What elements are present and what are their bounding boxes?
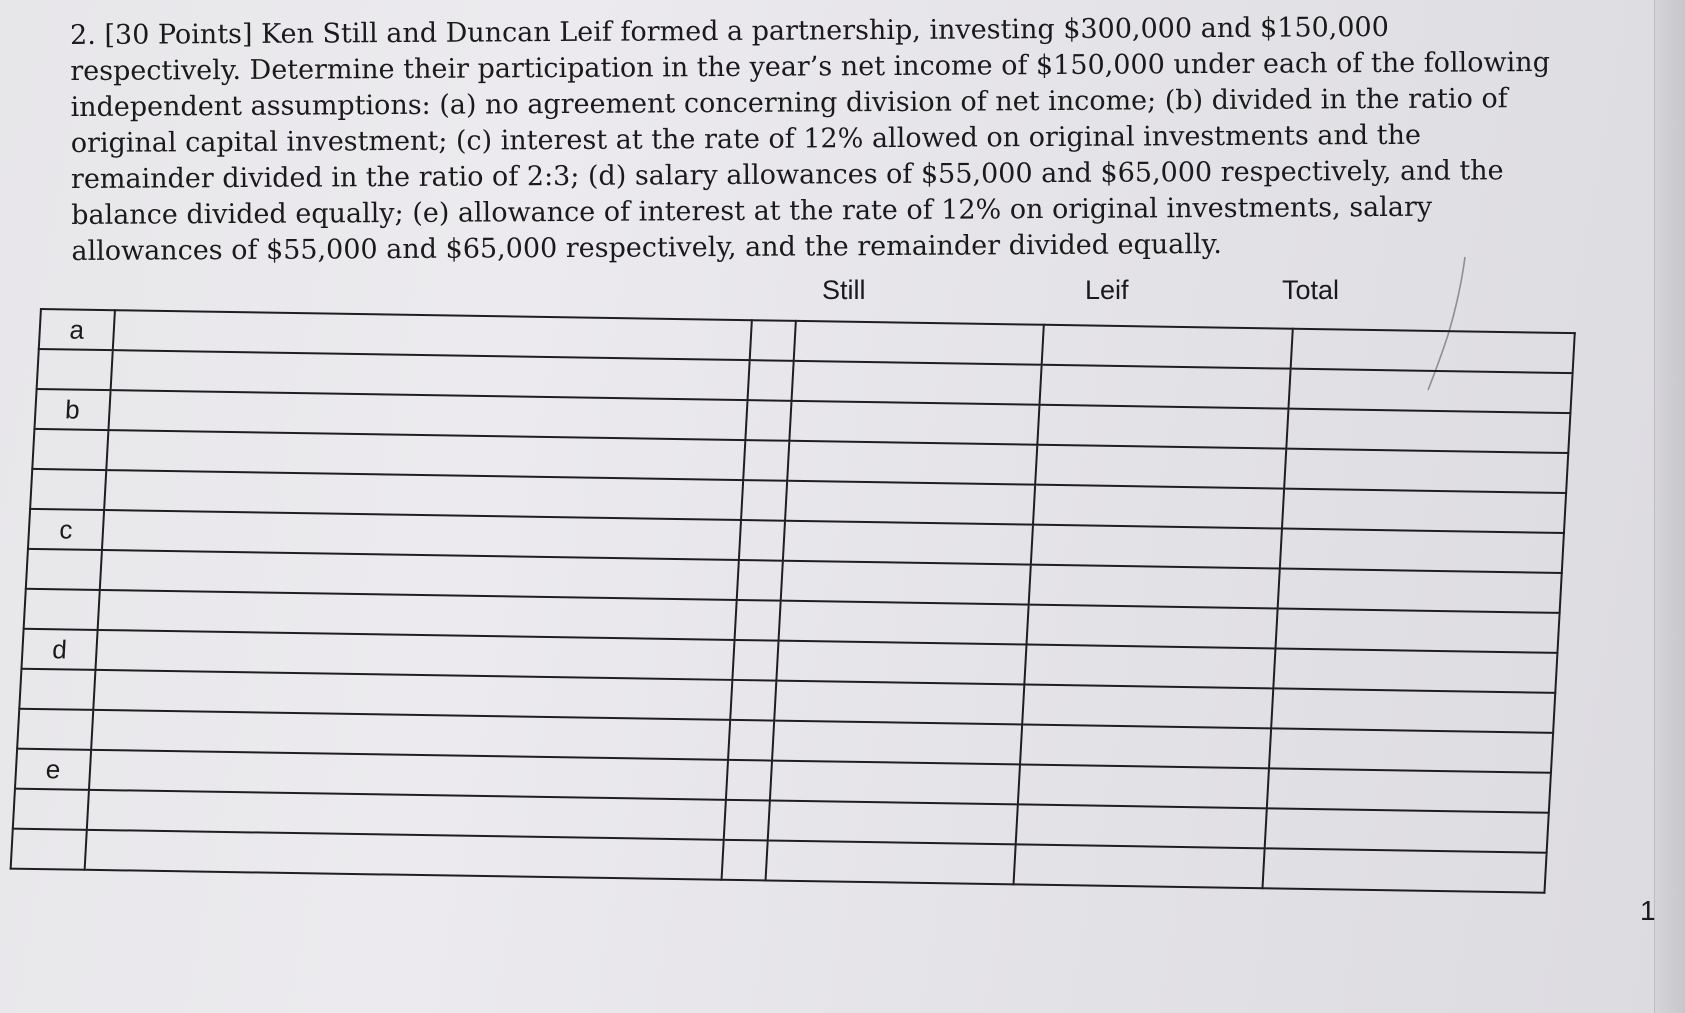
still-amount-cell[interactable]	[770, 761, 1020, 805]
still-amount-cell[interactable]	[779, 601, 1029, 645]
row-label: a	[39, 309, 115, 350]
spacer-cell[interactable]	[739, 520, 785, 561]
row-label	[11, 829, 87, 870]
page-number: 1	[1640, 895, 1656, 926]
spacer-cell[interactable]	[732, 640, 778, 681]
spacer-cell[interactable]	[726, 760, 772, 801]
row-label: b	[34, 389, 110, 430]
leif-amount-cell[interactable]	[1014, 844, 1265, 888]
row-label	[32, 429, 108, 470]
total-amount-cell[interactable]	[1278, 569, 1562, 613]
total-amount-cell[interactable]	[1271, 688, 1555, 732]
still-amount-cell[interactable]	[787, 441, 1037, 485]
leif-amount-cell[interactable]	[1022, 685, 1273, 729]
leif-amount-cell[interactable]	[1042, 325, 1293, 369]
question-text: 2. [30 Points] Ken Still and Duncan Leif formed a partnership, investing $300,000 and $150,000 respectively. Determine their participation in the year’s net income of $150,000 under each of the following independent assumptions: (a) no agreement concerning division of net income; (b) divided in the ratio of original capital investment; (c) interest at the rate of 12% allowed on original investments and the remainder divided in the ratio of 2:3; (d) salary allowances of $55,000 and $65,000 respectively, and the balance divided equally; (e) allowance of interest at the rate of 12% on original investments, salary allowances of $55,000 and $65,000 respectively, and the remainder divided equally.	[70, 11, 1551, 267]
total-amount-cell[interactable]	[1286, 409, 1570, 453]
spacer-cell[interactable]	[743, 440, 789, 481]
answer-table-container	[10, 308, 1562, 893]
question-block	[70, 9, 1552, 270]
total-amount-cell[interactable]	[1273, 648, 1557, 692]
total-amount-cell[interactable]	[1280, 529, 1564, 573]
page-edge	[1654, 0, 1685, 1013]
spacer-cell[interactable]	[724, 800, 770, 841]
spacer-cell[interactable]	[748, 360, 794, 401]
column-header-leif: Leif	[1085, 275, 1129, 305]
still-amount-cell[interactable]	[776, 641, 1026, 685]
leif-amount-cell[interactable]	[1016, 804, 1267, 848]
total-amount-cell[interactable]	[1291, 329, 1575, 373]
total-amount-cell[interactable]	[1282, 489, 1566, 533]
still-amount-cell[interactable]	[766, 840, 1016, 884]
leif-amount-cell[interactable]	[1031, 525, 1282, 569]
total-amount-cell[interactable]	[1262, 848, 1546, 892]
row-label: d	[21, 629, 97, 670]
row-label	[30, 469, 106, 510]
leif-amount-cell[interactable]	[1024, 645, 1275, 689]
spacer-cell[interactable]	[728, 720, 774, 761]
answer-table	[10, 308, 1576, 894]
spacer-cell[interactable]	[750, 320, 796, 361]
row-label	[37, 349, 113, 390]
still-amount-cell[interactable]	[772, 721, 1022, 765]
total-amount-cell[interactable]	[1288, 369, 1572, 413]
leif-amount-cell[interactable]	[1027, 605, 1278, 649]
still-amount-cell[interactable]	[789, 401, 1039, 445]
still-amount-cell[interactable]	[774, 681, 1024, 725]
spacer-cell[interactable]	[741, 480, 787, 521]
leif-amount-cell[interactable]	[1037, 405, 1288, 449]
still-amount-cell[interactable]	[781, 561, 1031, 605]
row-label	[13, 789, 89, 830]
spacer-cell[interactable]	[735, 600, 781, 641]
row-label: e	[15, 749, 91, 790]
column-header-still: Still	[822, 275, 866, 305]
row-label: c	[28, 509, 104, 550]
still-amount-cell[interactable]	[792, 361, 1042, 405]
total-amount-cell[interactable]	[1265, 808, 1549, 852]
still-amount-cell[interactable]	[783, 521, 1033, 565]
leif-amount-cell[interactable]	[1018, 764, 1269, 808]
spacer-cell[interactable]	[737, 560, 783, 601]
leif-amount-cell[interactable]	[1033, 485, 1284, 529]
leif-amount-cell[interactable]	[1029, 565, 1280, 609]
total-amount-cell[interactable]	[1269, 728, 1553, 772]
leif-amount-cell[interactable]	[1020, 724, 1271, 768]
row-label	[19, 669, 95, 710]
total-amount-cell[interactable]	[1275, 608, 1559, 652]
row-label	[24, 589, 100, 630]
total-amount-cell[interactable]	[1267, 768, 1551, 812]
spacer-cell[interactable]	[730, 680, 776, 721]
leif-amount-cell[interactable]	[1035, 445, 1286, 489]
row-label	[26, 549, 102, 590]
still-amount-cell[interactable]	[785, 481, 1035, 525]
leif-amount-cell[interactable]	[1039, 365, 1290, 409]
total-amount-cell[interactable]	[1284, 449, 1568, 493]
spacer-cell[interactable]	[745, 400, 791, 441]
row-label	[17, 709, 93, 750]
column-header-total: Total	[1282, 275, 1340, 305]
still-amount-cell[interactable]	[768, 801, 1018, 845]
spacer-cell[interactable]	[722, 840, 768, 881]
still-amount-cell[interactable]	[794, 321, 1044, 365]
